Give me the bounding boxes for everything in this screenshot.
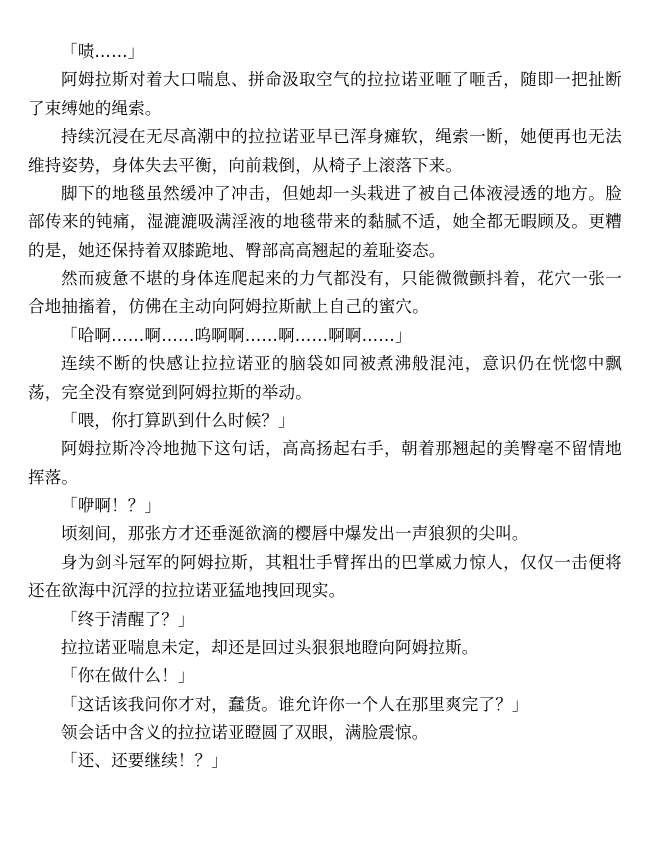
paragraph: 「终于清醒了？」 (61, 609, 195, 629)
paragraph: 领会话中含义的拉拉诺亚瞪圆了双眼，满脸震惊。 (61, 723, 429, 742)
paragraph: 连续不断的快感让拉拉诺亚的脑袋如同被煮沸般混沌，意识仍在恍惚中飘荡，完全没有察觉到阿姆拉斯的举动。 (28, 354, 622, 402)
paragraph: 「还、还要继续！？」 (61, 751, 228, 771)
paragraph: 「喂，你打算趴到什么时候？」 (61, 410, 295, 430)
paragraph: 「哈啊……啊……呜啊啊……啊……啊啊……」 (61, 325, 412, 345)
paragraph: 拉拉诺亚喘息未定，却还是回过头狠狠地瞪向阿姆拉斯。 (61, 637, 479, 657)
paragraph: 身为剑斗冠军的阿姆拉斯，其粗壮手臂挥出的巴掌威力惊人，仅仅一击便将还在欲海中沉浮的拉拉诺亚猛地拽回现实。 (28, 552, 622, 601)
paragraph: 持续沉浸在无尽高潮中的拉拉诺亚早已浑身瘫软，绳索一断，她便再也无法维持姿势，身体失去平衡，向前栽倒，从椅子上滚落下来。 (28, 127, 622, 175)
paragraph: 「这话该我问你才对，蠢货。谁允许你一个人在那里爽完了？」 (61, 694, 529, 714)
paragraph: 「咿啊！？」 (61, 496, 162, 515)
paragraph: 「你在做什么！」 (61, 666, 195, 686)
paragraph: 「啧……」 (61, 42, 145, 61)
paragraph: 顷刻间，那张方才还垂涎欲滴的樱唇中爆发出一声狼狈的尖叫。 (61, 524, 529, 544)
paragraph: 阿姆拉斯冷冷地抛下这句话，高高扬起右手，朝着那翘起的美臀毫不留情地挥落。 (28, 439, 622, 487)
paragraph: 脚下的地毯虽然缓冲了冲击，但她却一头栽进了被自己体液浸透的地方。脸部传来的钝痛，湿漉漉吸满淫液的地毯带来的黏腻不适，她全都无暇顾及。更糟的是，她还保持着双膝跪地、臀部高高翘起的羞耻姿态。 (28, 183, 622, 260)
document-text-body (28, 38, 622, 776)
paragraph: 然而疲惫不堪的身体连爬起来的力气都没有，只能微微颤抖着，花穴一张一合地抽搐着，仿佛在主动向阿姆拉斯献上自己的蜜穴。 (28, 269, 622, 317)
paragraph: 阿姆拉斯对着大口喘息、拼命汲取空气的拉拉诺亚咂了咂舌，随即一把扯断了束缚她的绳索。 (28, 70, 622, 118)
